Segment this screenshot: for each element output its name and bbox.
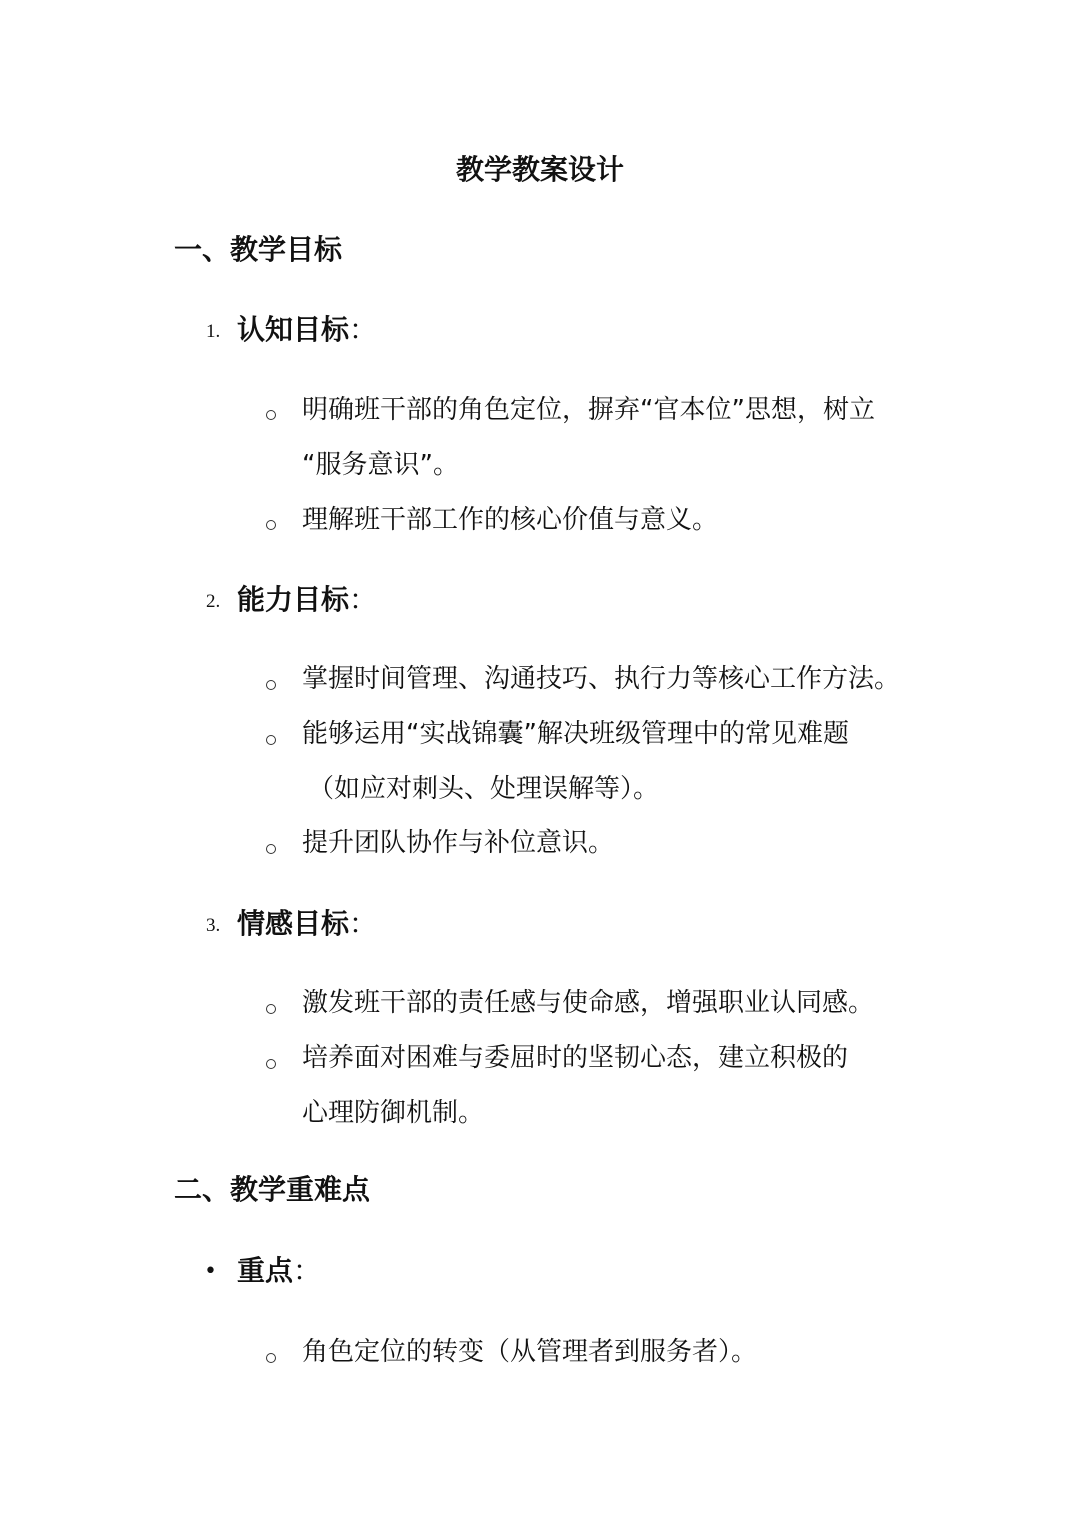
list-number: 1. xyxy=(206,321,221,342)
subsection-colon: ： xyxy=(349,313,378,346)
subsection-label: 能力目标 xyxy=(237,583,350,616)
subsection-heading xyxy=(237,902,377,946)
circle-bullet-icon xyxy=(266,1059,276,1069)
subsection-heading xyxy=(237,1249,321,1293)
circle-bullet-icon xyxy=(266,1004,276,1014)
list-item-line: 提升团队协作与补位意识。 xyxy=(302,828,615,858)
subsection-label: 重点 xyxy=(237,1254,294,1287)
subsection-colon: ： xyxy=(349,583,378,616)
circle-bullet-icon xyxy=(266,1353,276,1363)
section-heading: 一、教学目标 xyxy=(174,233,343,266)
subsection-heading xyxy=(237,308,377,352)
list-number: 2. xyxy=(206,591,221,612)
list-item-line: 激发班干部的责任感与使命感，增强职业认同感。 xyxy=(302,988,875,1018)
doc-title: 教学教案设计 xyxy=(455,153,624,186)
list-item-line: “服务意识”。 xyxy=(302,450,459,480)
list-item-line: （如应对刺头、处理误解等）。 xyxy=(308,774,660,804)
list-item-line: 理解班干部工作的核心价值与意义。 xyxy=(302,505,719,535)
list-item-line: 心理防御机制。 xyxy=(302,1098,485,1128)
circle-bullet-icon xyxy=(266,735,276,745)
list-item-line: 培养面对困难与委屈时的坚韧心态，建立积极的 xyxy=(302,1043,849,1073)
list-item-line: 角色定位的转变（从管理者到服务者）。 xyxy=(302,1337,758,1367)
circle-bullet-icon xyxy=(266,680,276,690)
bullet-dot-icon: • xyxy=(204,1259,217,1284)
section-heading: 二、教学重难点 xyxy=(174,1173,371,1206)
subsection-label: 认知目标 xyxy=(237,313,350,346)
subsection-colon: ： xyxy=(293,1254,322,1287)
list-item-line: 明确班干部的角色定位，摒弃“官本位”思想，树立 xyxy=(302,395,875,425)
list-item-line: 能够运用“实战锦囊”解决班级管理中的常见难题 xyxy=(302,719,849,749)
subsection-heading xyxy=(237,578,377,622)
list-number: 3. xyxy=(206,915,221,936)
subsection-colon: ： xyxy=(349,907,378,940)
subsection-label: 情感目标 xyxy=(237,907,350,940)
circle-bullet-icon xyxy=(266,844,276,854)
circle-bullet-icon xyxy=(266,410,276,420)
list-item-line: 掌握时间管理、沟通技巧、执行力等核心工作方法。 xyxy=(302,664,901,694)
circle-bullet-icon xyxy=(266,520,276,530)
